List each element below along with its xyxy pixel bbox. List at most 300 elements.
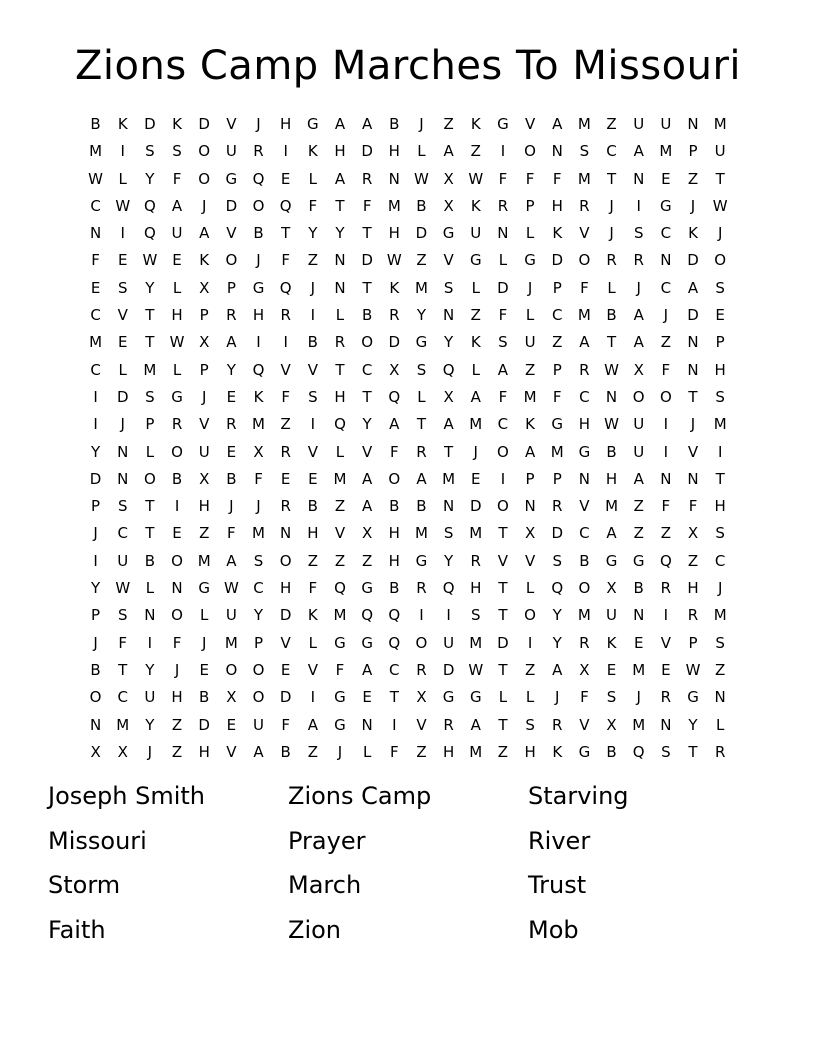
grid-letter: S xyxy=(443,278,454,297)
grid-letter: F xyxy=(661,360,671,379)
grid-letter: Z xyxy=(633,524,644,543)
grid-letter: N xyxy=(524,497,536,516)
grid-letter: M xyxy=(333,606,347,625)
grid-letter: I xyxy=(310,306,316,325)
grid-letter: G xyxy=(605,551,618,570)
grid-letter: V xyxy=(660,633,671,652)
grid-letter: K xyxy=(470,115,481,133)
grid-letter: O xyxy=(714,251,727,270)
grid-row xyxy=(82,357,734,384)
grid-letter: M xyxy=(89,333,103,352)
grid-letter: A xyxy=(633,306,644,325)
grid-letter: L xyxy=(335,442,345,461)
grid-letter: L xyxy=(172,278,182,297)
grid-letter: T xyxy=(715,169,725,188)
grid-letter: S xyxy=(172,142,182,161)
grid-letter: A xyxy=(524,442,536,461)
grid-letter: N xyxy=(117,469,129,488)
grid-letter: R xyxy=(497,196,509,215)
grid-letter: J xyxy=(717,224,723,243)
grid-letter: K xyxy=(307,142,318,161)
grid-letter: H xyxy=(470,579,482,598)
grid-letter: V xyxy=(280,360,291,379)
grid-letter: R xyxy=(280,306,291,325)
grid-letter: A xyxy=(362,497,373,516)
grid-letter: D xyxy=(361,251,373,270)
grid-letter: R xyxy=(416,579,427,598)
grid-letter: W xyxy=(115,196,131,215)
grid-letter: P xyxy=(226,278,236,297)
grid-letter: Y xyxy=(444,551,454,570)
grid-letter: B xyxy=(633,579,644,598)
grid-letter: L xyxy=(471,278,480,297)
grid-letter: F xyxy=(281,251,290,270)
grid-letter: H xyxy=(307,524,319,543)
grid-letter: M xyxy=(713,606,727,625)
grid-letter: Q xyxy=(143,224,156,243)
grid-letter: P xyxy=(525,196,535,215)
grid-letter: X xyxy=(117,742,128,761)
grid-letter: K xyxy=(688,224,698,243)
grid-letter: H xyxy=(605,469,618,488)
grid-row xyxy=(82,657,734,684)
grid-letter: Q xyxy=(442,360,455,379)
grid-letter: P xyxy=(145,415,155,434)
grid-letter: W xyxy=(414,169,429,188)
word-list-item: Prayer xyxy=(288,826,366,855)
grid-letter: Y xyxy=(688,715,698,734)
grid-letter: M xyxy=(414,524,428,543)
grid-letter: B xyxy=(606,742,617,761)
grid-row xyxy=(82,411,734,438)
grid-letter: A xyxy=(579,333,590,352)
grid-letter: J xyxy=(690,415,696,434)
grid-letter: A xyxy=(552,115,563,133)
grid-letter: X xyxy=(687,524,699,543)
letter-grid xyxy=(82,111,734,766)
grid-letter: D xyxy=(687,306,699,325)
grid-letter: B xyxy=(579,551,590,570)
grid-letter: M xyxy=(252,524,265,543)
grid-letter: C xyxy=(660,224,672,243)
grid-row xyxy=(82,138,734,165)
grid-letter: A xyxy=(389,415,400,434)
grid-letter: E xyxy=(172,524,182,543)
grid-letter: B xyxy=(606,442,617,461)
grid-row xyxy=(82,220,734,247)
grid-letter: D xyxy=(388,333,401,352)
grid-letter: G xyxy=(361,633,373,652)
grid-letter: F xyxy=(580,278,589,297)
grid-letter: E xyxy=(362,688,372,707)
grid-letter: W xyxy=(169,333,185,352)
grid-letter: S xyxy=(308,387,318,406)
grid-letter: Q xyxy=(388,606,401,625)
grid-letter: H xyxy=(388,551,400,570)
grid-letter: V xyxy=(416,715,427,734)
grid-letter: P xyxy=(199,360,209,379)
grid-letter: S xyxy=(117,497,128,516)
grid-letter: V xyxy=(579,224,590,243)
grid-letter: D xyxy=(225,196,238,215)
grid-letter: W xyxy=(468,660,484,679)
grid-letter: Q xyxy=(252,360,265,379)
grid-letter: M xyxy=(469,633,483,652)
grid-letter: X xyxy=(90,742,101,761)
grid-letter: N xyxy=(117,442,129,461)
grid-letter: Z xyxy=(497,742,509,761)
grid-letter: S xyxy=(715,387,725,406)
word-list-item: Missouri xyxy=(48,826,147,855)
grid-letter: E xyxy=(226,387,237,406)
grid-letter: M xyxy=(577,169,591,188)
grid-letter: J xyxy=(201,196,207,215)
grid-letter: U xyxy=(253,715,264,734)
grid-letter: U xyxy=(225,606,237,625)
grid-letter: V xyxy=(524,115,536,133)
grid-letter: S xyxy=(715,633,725,652)
grid-letter: V xyxy=(199,415,210,434)
grid-letter: Y xyxy=(145,169,155,188)
grid-letter: F xyxy=(227,524,236,543)
grid-letter: F xyxy=(389,742,399,761)
grid-letter: A xyxy=(171,196,183,215)
grid-letter: R xyxy=(389,306,400,325)
grid-letter: V xyxy=(226,115,237,133)
grid-letter: K xyxy=(117,115,128,133)
page-title: Zions Camp Marches To Missouri xyxy=(74,43,741,89)
grid-letter: I xyxy=(527,633,533,652)
grid-letter: F xyxy=(688,497,698,516)
grid-letter: Q xyxy=(388,633,401,652)
grid-letter: H xyxy=(280,579,292,598)
grid-letter: Q xyxy=(361,606,374,625)
grid-letter: V xyxy=(280,633,291,652)
grid-letter: D xyxy=(198,115,210,133)
grid-letter: R xyxy=(579,633,590,652)
grid-letter: P xyxy=(688,142,698,161)
grid-letter: I xyxy=(717,442,723,461)
grid-letter: U xyxy=(660,115,672,133)
grid-letter: M xyxy=(197,551,211,570)
grid-letter: N xyxy=(605,387,618,406)
grid-letter: Z xyxy=(280,415,291,434)
grid-letter: L xyxy=(308,633,317,652)
grid-letter: V xyxy=(307,360,318,379)
grid-row xyxy=(82,384,734,411)
grid-row xyxy=(82,302,734,329)
grid-letter: Z xyxy=(171,715,183,734)
grid-letter: B xyxy=(144,551,156,570)
grid-letter: I xyxy=(147,633,153,652)
grid-letter: C xyxy=(606,142,617,161)
grid-letter: A xyxy=(687,278,699,297)
grid-letter: I xyxy=(93,551,98,570)
grid-letter: M xyxy=(469,415,483,434)
grid-letter: X xyxy=(443,196,454,215)
grid-letter: E xyxy=(117,333,128,352)
grid-letter: L xyxy=(145,442,155,461)
grid-letter: M xyxy=(116,715,130,734)
grid-letter: G xyxy=(171,387,183,406)
grid-letter: S xyxy=(606,688,617,707)
grid-letter: J xyxy=(527,278,533,297)
grid-letter: O xyxy=(659,387,672,406)
grid-letter: D xyxy=(551,524,564,543)
grid-letter: K xyxy=(470,333,481,352)
grid-letter: G xyxy=(687,688,699,707)
grid-letter: R xyxy=(416,442,427,461)
grid-letter: N xyxy=(442,497,455,516)
grid-letter: S xyxy=(117,278,128,297)
grid-letter: O xyxy=(497,497,509,516)
grid-letter: R xyxy=(280,497,291,516)
grid-letter: G xyxy=(660,196,672,215)
grid-letter: F xyxy=(172,633,182,652)
grid-letter: N xyxy=(89,224,102,243)
grid-letter: B xyxy=(90,660,101,679)
grid-letter: L xyxy=(471,360,480,379)
grid-letter: P xyxy=(552,278,562,297)
grid-letter: N xyxy=(442,306,455,325)
grid-letter: T xyxy=(281,224,291,243)
grid-letter: H xyxy=(252,306,265,325)
grid-letter: B xyxy=(253,224,264,243)
grid-letter: M xyxy=(577,115,591,133)
grid-letter: N xyxy=(144,606,156,625)
grid-letter: O xyxy=(388,469,401,488)
grid-letter: T xyxy=(145,524,155,543)
grid-letter: L xyxy=(498,688,508,707)
word-list-item: Trust xyxy=(528,871,587,899)
grid-letter: M xyxy=(89,142,103,161)
grid-letter: O xyxy=(225,251,238,270)
grid-letter: F xyxy=(498,306,508,325)
grid-letter: H xyxy=(334,387,346,406)
grid-letter: E xyxy=(117,251,128,270)
grid-letter: A xyxy=(633,469,644,488)
grid-letter: Y xyxy=(362,415,372,434)
grid-letter: D xyxy=(469,497,482,516)
grid-letter: N xyxy=(334,278,346,297)
grid-letter: V xyxy=(307,442,318,461)
grid-letter: T xyxy=(498,579,508,598)
grid-letter: J xyxy=(609,224,614,243)
word-list-item: Joseph Smith xyxy=(48,782,206,810)
grid-letter: J xyxy=(174,660,180,679)
grid-letter: L xyxy=(417,142,426,161)
grid-letter: P xyxy=(688,633,698,652)
grid-letter: T xyxy=(498,606,508,625)
grid-letter: F xyxy=(552,387,562,406)
grid-letter: N xyxy=(714,688,726,707)
grid-letter: F xyxy=(580,688,589,707)
grid-letter: X xyxy=(226,688,237,707)
grid-letter: A xyxy=(443,142,454,161)
grid-letter: I xyxy=(663,606,669,625)
grid-letter: M xyxy=(523,387,537,406)
grid-letter: W xyxy=(685,660,701,679)
grid-letter: T xyxy=(606,333,617,352)
grid-letter: S xyxy=(253,551,264,570)
grid-letter: U xyxy=(225,142,237,161)
grid-letter: M xyxy=(442,469,456,488)
grid-letter: J xyxy=(201,387,207,406)
grid-letter: P xyxy=(91,497,101,516)
grid-row xyxy=(82,193,734,220)
grid-letter: W xyxy=(386,251,402,270)
grid-letter: O xyxy=(171,442,183,461)
grid-letter: X xyxy=(579,660,590,679)
grid-letter: P xyxy=(552,469,562,488)
grid-letter: M xyxy=(414,278,428,297)
grid-letter: E xyxy=(280,469,291,488)
grid-letter: I xyxy=(120,142,125,161)
grid-letter: Q xyxy=(551,579,564,598)
grid-letter: F xyxy=(118,633,128,652)
grid-letter: Z xyxy=(633,497,644,516)
grid-letter: Q xyxy=(334,415,346,434)
grid-letter: F xyxy=(362,196,372,215)
grid-letter: V xyxy=(334,524,346,543)
grid-letter: K xyxy=(552,224,563,243)
grid-letter: Z xyxy=(470,142,481,161)
grid-letter: O xyxy=(171,551,183,570)
grid-letter: D xyxy=(497,633,509,652)
grid-letter: T xyxy=(389,688,399,707)
grid-letter: Z xyxy=(362,551,373,570)
grid-letter: Q xyxy=(659,551,672,570)
grid-letter: W xyxy=(604,415,619,434)
grid-letter: B xyxy=(199,688,210,707)
grid-letter: U xyxy=(524,333,536,352)
grid-letter: N xyxy=(687,360,699,379)
grid-letter: A xyxy=(552,660,563,679)
grid-letter: N xyxy=(660,469,672,488)
grid-letter: B xyxy=(307,497,318,516)
grid-letter: X xyxy=(362,524,373,543)
grid-letter: T xyxy=(498,524,508,543)
grid-letter: N xyxy=(497,224,509,243)
grid-letter: Q xyxy=(143,196,156,215)
grid-letter: V xyxy=(687,442,699,461)
grid-letter: A xyxy=(253,742,264,761)
grid-letter: F xyxy=(91,251,100,270)
grid-letter: Z xyxy=(171,742,183,761)
grid-letter: F xyxy=(498,169,508,188)
grid-letter: H xyxy=(578,415,591,434)
grid-letter: O xyxy=(225,660,238,679)
grid-letter: B xyxy=(416,196,427,215)
grid-letter: E xyxy=(280,660,291,679)
grid-letter: Z xyxy=(416,251,427,270)
grid-letter: E xyxy=(633,633,644,652)
grid-letter: N xyxy=(361,715,373,734)
grid-letter: H xyxy=(280,115,292,133)
grid-letter: U xyxy=(606,606,618,625)
grid-letter: U xyxy=(470,224,482,243)
grid-letter: S xyxy=(443,524,454,543)
grid-letter: U xyxy=(633,415,645,434)
grid-letter: S xyxy=(661,742,671,761)
grid-letter: X xyxy=(389,360,400,379)
grid-letter: V xyxy=(497,551,509,570)
grid-letter: N xyxy=(633,169,645,188)
grid-letter: A xyxy=(470,715,481,734)
grid-letter: K xyxy=(199,251,210,270)
grid-letter: T xyxy=(416,415,427,434)
grid-letter: B xyxy=(171,469,183,488)
grid-letter: R xyxy=(443,715,454,734)
grid-letter: A xyxy=(226,333,237,352)
grid-letter: Z xyxy=(524,660,536,679)
grid-letter: P xyxy=(253,633,264,652)
grid-letter: Y xyxy=(552,606,562,625)
grid-letter: P xyxy=(552,360,562,379)
grid-letter: R xyxy=(280,442,291,461)
grid-letter: E xyxy=(199,660,209,679)
grid-letter: Y xyxy=(90,579,101,598)
grid-letter: G xyxy=(442,688,455,707)
grid-letter: S xyxy=(579,142,590,161)
grid-letter: S xyxy=(416,360,427,379)
grid-letter: S xyxy=(498,333,508,352)
grid-letter: L xyxy=(362,742,372,761)
grid-letter: W xyxy=(712,196,728,215)
grid-letter: R xyxy=(361,169,373,188)
grid-letter: J xyxy=(93,524,98,543)
grid-letter: I xyxy=(636,196,641,215)
grid-letter: E xyxy=(661,660,671,679)
grid-letter: N xyxy=(171,579,183,598)
grid-letter: C xyxy=(389,660,400,679)
grid-letter: M xyxy=(333,469,347,488)
grid-letter: Z xyxy=(416,742,427,761)
grid-letter: T xyxy=(145,306,155,325)
grid-letter: I xyxy=(500,142,506,161)
grid-letter: G xyxy=(497,115,509,133)
grid-letter: B xyxy=(606,306,617,325)
grid-letter: D xyxy=(89,469,102,488)
grid-letter: T xyxy=(118,660,128,679)
grid-letter: Z xyxy=(334,497,346,516)
grid-letter: G xyxy=(252,278,265,297)
grid-letter: A xyxy=(443,415,454,434)
word-list-item: Zion xyxy=(288,915,342,944)
grid-letter: I xyxy=(392,715,397,734)
grid-letter: C xyxy=(660,278,672,297)
grid-letter: N xyxy=(687,469,699,488)
grid-letter: H xyxy=(388,524,400,543)
grid-letter: O xyxy=(171,606,183,625)
grid-letter: V xyxy=(226,742,237,761)
grid-letter: J xyxy=(201,633,207,652)
grid-letter: P xyxy=(715,333,725,352)
grid-letter: C xyxy=(90,306,101,325)
grid-letter: I xyxy=(120,224,125,243)
grid-letter: J xyxy=(636,278,641,297)
grid-letter: J xyxy=(636,688,641,707)
grid-letter: I xyxy=(283,333,288,352)
grid-letter: G xyxy=(415,333,428,352)
grid-letter: G xyxy=(524,251,536,270)
grid-letter: N xyxy=(388,169,400,188)
grid-letter: F xyxy=(308,196,318,215)
grid-letter: R xyxy=(552,715,563,734)
grid-letter: S xyxy=(525,715,535,734)
grid-letter: Z xyxy=(307,551,318,570)
grid-letter: L xyxy=(607,278,616,297)
